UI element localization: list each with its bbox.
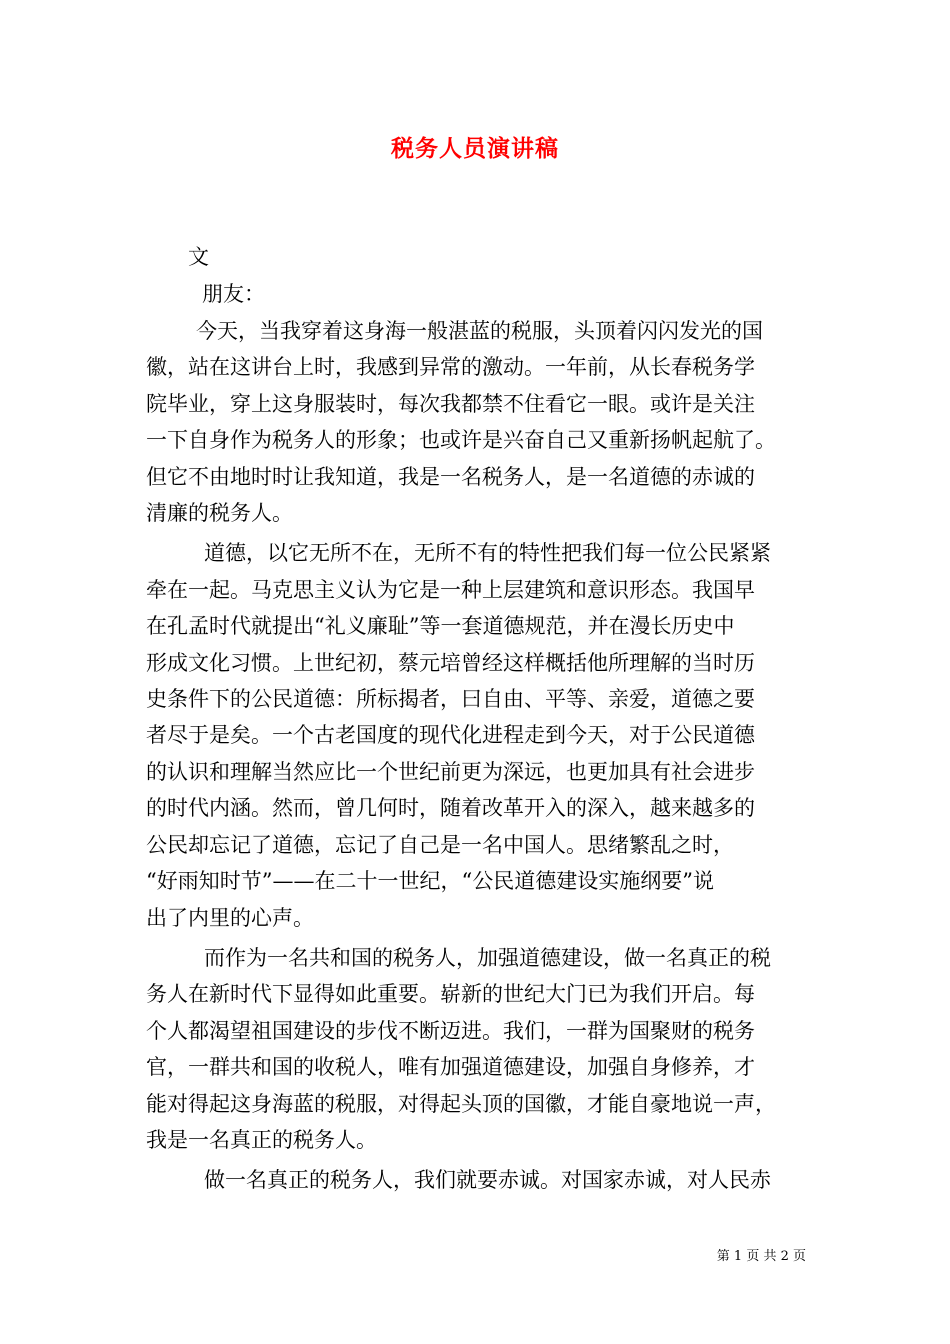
paragraph-line: 个人都渴望祖国建设的步伐不断迈进。我们，一群为国聚财的税务 <box>146 1018 755 1043</box>
paragraph-line: 务人在新时代下显得如此重要。崭新的世纪大门已为我们开启。每 <box>146 982 755 1007</box>
paragraph-line: “好雨知时节”——在二十一世纪，“公民道德建设实施纲要”说 <box>146 869 714 894</box>
paragraph-line: 一下自身作为税务人的形象；也或许是兴奋自己又重新扬帆起航了。 <box>146 428 776 453</box>
paragraph-line: 出了内里的心声。 <box>146 905 314 930</box>
paragraph-line: 徽，站在这讲台上时，我感到异常的激动。一年前，从长春税务学 <box>146 355 755 380</box>
paragraph-line: 做一名真正的税务人，我们就要赤诚。对国家赤诚，对人民赤 <box>204 1168 771 1193</box>
paragraph-line: 今天，当我穿着这身海一般湛蓝的税服，头顶着闪闪发光的国 <box>196 319 763 343</box>
document-title: 税务人员演讲稿 <box>391 135 559 162</box>
paragraph-line: 牵在一起。马克思主义认为它是一种上层建筑和意识形态。我国早 <box>146 577 755 602</box>
paragraph-line: 史条件下的公民道德：所标揭者，曰自由、平等、亲爱，道德之要 <box>146 687 755 712</box>
paragraph-line: 道德，以它无所不在，无所不有的特性把我们每一位公民紧紧 <box>204 541 771 566</box>
paragraph-line: 而作为一名共和国的税务人，加强道德建设，做一名真正的税 <box>204 945 771 970</box>
paragraph-3 <box>146 940 816 1158</box>
paragraph-line: 能对得起这身海蓝的税服，对得起头顶的国徽，才能自豪地说一声， <box>146 1091 776 1116</box>
paragraph-line: 的认识和理解当然应比一个世纪前更为深远，也更加具有社会进步 <box>146 759 755 784</box>
paragraph-line: 我是一名真正的税务人。 <box>146 1127 377 1152</box>
paragraph-line: 公民却忘记了道德，忘记了自己是一名中国人。思绪繁乱之时， <box>146 832 734 857</box>
paragraph-line: 在孔孟时代就提出“礼义廉耻”等一套道德规范，并在漫长历史中 <box>146 614 735 639</box>
paragraph-line: 院毕业，穿上这身服装时，每次我都禁不住看它一眼。或许是关注 <box>146 391 755 416</box>
paragraph-line: 的时代内涵。然而，曾几何时，随着改革开入的深入，越来越多的 <box>146 796 755 821</box>
author-label: 文 <box>188 245 209 269</box>
paragraph-line: 但它不由地时时让我知道，我是一名税务人，是一名道德的赤诚的 <box>146 464 755 489</box>
paragraph-2 <box>146 535 816 935</box>
paragraph-line: 官，一群共和国的收税人，唯有加强道德建设，加强自身修养，才 <box>146 1055 755 1080</box>
paragraph-line: 清廉的税务人。 <box>146 501 293 526</box>
paragraph-line: 者尽于是矣。一个古老国度的现代化进程走到今天，对于公民道德 <box>146 723 755 748</box>
paragraph-line: 形成文化习惯。上世纪初，蔡元培曾经这样概括他所理解的当时历 <box>146 650 755 675</box>
page-number-footer: 第 1 页 共 2 页 <box>716 1249 806 1264</box>
paragraph-1 <box>146 313 816 531</box>
paragraph-4 <box>146 1162 816 1198</box>
salutation: 朋友： <box>202 282 265 306</box>
document-body <box>146 313 816 1199</box>
